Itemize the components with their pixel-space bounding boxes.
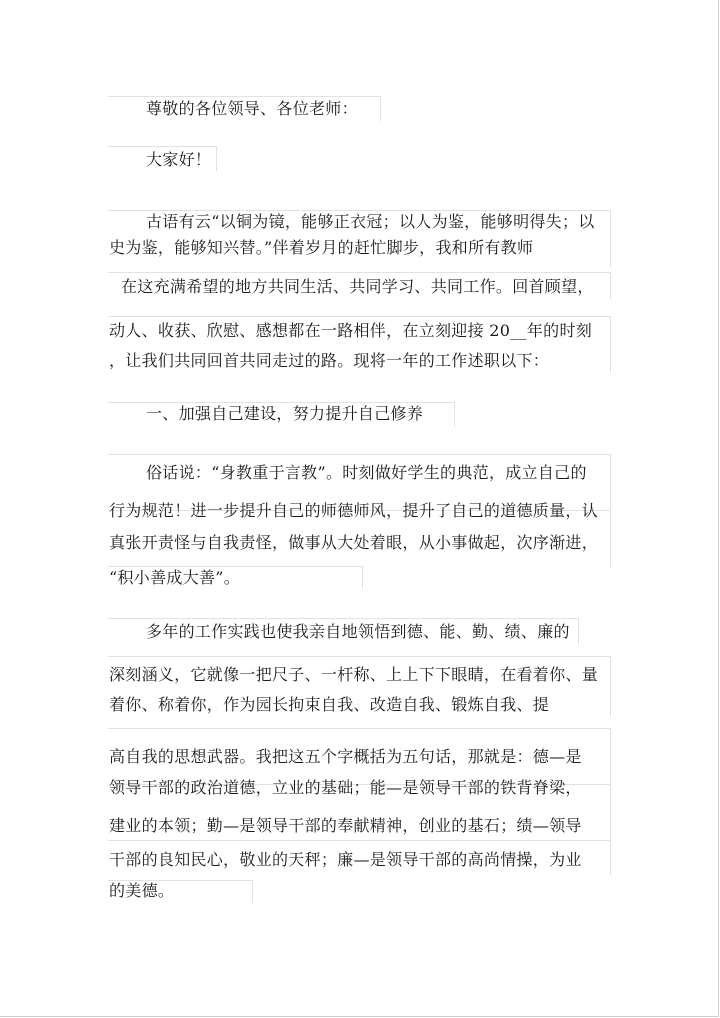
intro-line: 在这充满希望的地方共同生活、共同学习、共同工作。回首顾望，	[121, 277, 594, 296]
paragraph-line: 高自我的思想武器。我把这五个字概括为五句话，那就是：德—是	[109, 747, 582, 766]
paragraph-line: 着你、称着你，作为园长拘束自我、改造自我、锻炼自我、提	[109, 695, 550, 714]
paragraph-line: 行为规范！进一步提升自己的师德师风，提升了自己的道德质量，认	[109, 501, 599, 520]
paragraph-line: 的美德。	[109, 881, 175, 900]
intro-line: 古语有云“以铜为镜，能够正衣冠；以人为鉴，能够明得失；以	[146, 212, 595, 231]
paragraph-line: 干部的良知民心，敬业的天秤；廉—是领导干部的高尚情操，为业	[109, 850, 582, 869]
salutation: 尊敬的各位领导、各位老师：	[146, 99, 358, 118]
paragraph-line: 建业的本领；勤—是领导干部的奉献精神，创业的基石；绩—领导	[109, 816, 582, 835]
intro-line: ，让我们共同回首共同走过的路。现将一年的工作述职以下：	[109, 351, 550, 370]
paragraph-line: 真张开责怪与自我责怪，做事从大处着眼，从小事做起，次序渐进，	[109, 533, 599, 552]
paragraph-line: “积小善成大善”。	[109, 568, 241, 587]
paragraph-line: 领导干部的政治道德，立业的基础；能—是领导干部的铁背脊梁，	[109, 778, 582, 797]
intro-line: 动人、收获、欣慰、感想都在一路相伴，在立刻迎接 20__年的时刻	[109, 321, 593, 340]
intro-line: 史为鉴，能够知兴替。”伴着岁月的赶忙脚步，我和所有教师	[109, 238, 534, 257]
section-heading: 一、加强自己建设，努力提升自己修养	[146, 404, 424, 423]
greeting: 大家好！	[146, 150, 212, 169]
paragraph-line: 俗话说：“身教重于言教”。时刻做好学生的典范，成立自己的	[146, 463, 587, 482]
paragraph-line: 深刻涵义，它就像一把尺子、一杆称、上上下下眼睛，在看着你、量	[109, 665, 599, 684]
paragraph-line: 多年的工作实践也使我亲自地领悟到德、能、勤、绩、廉的	[146, 622, 570, 641]
